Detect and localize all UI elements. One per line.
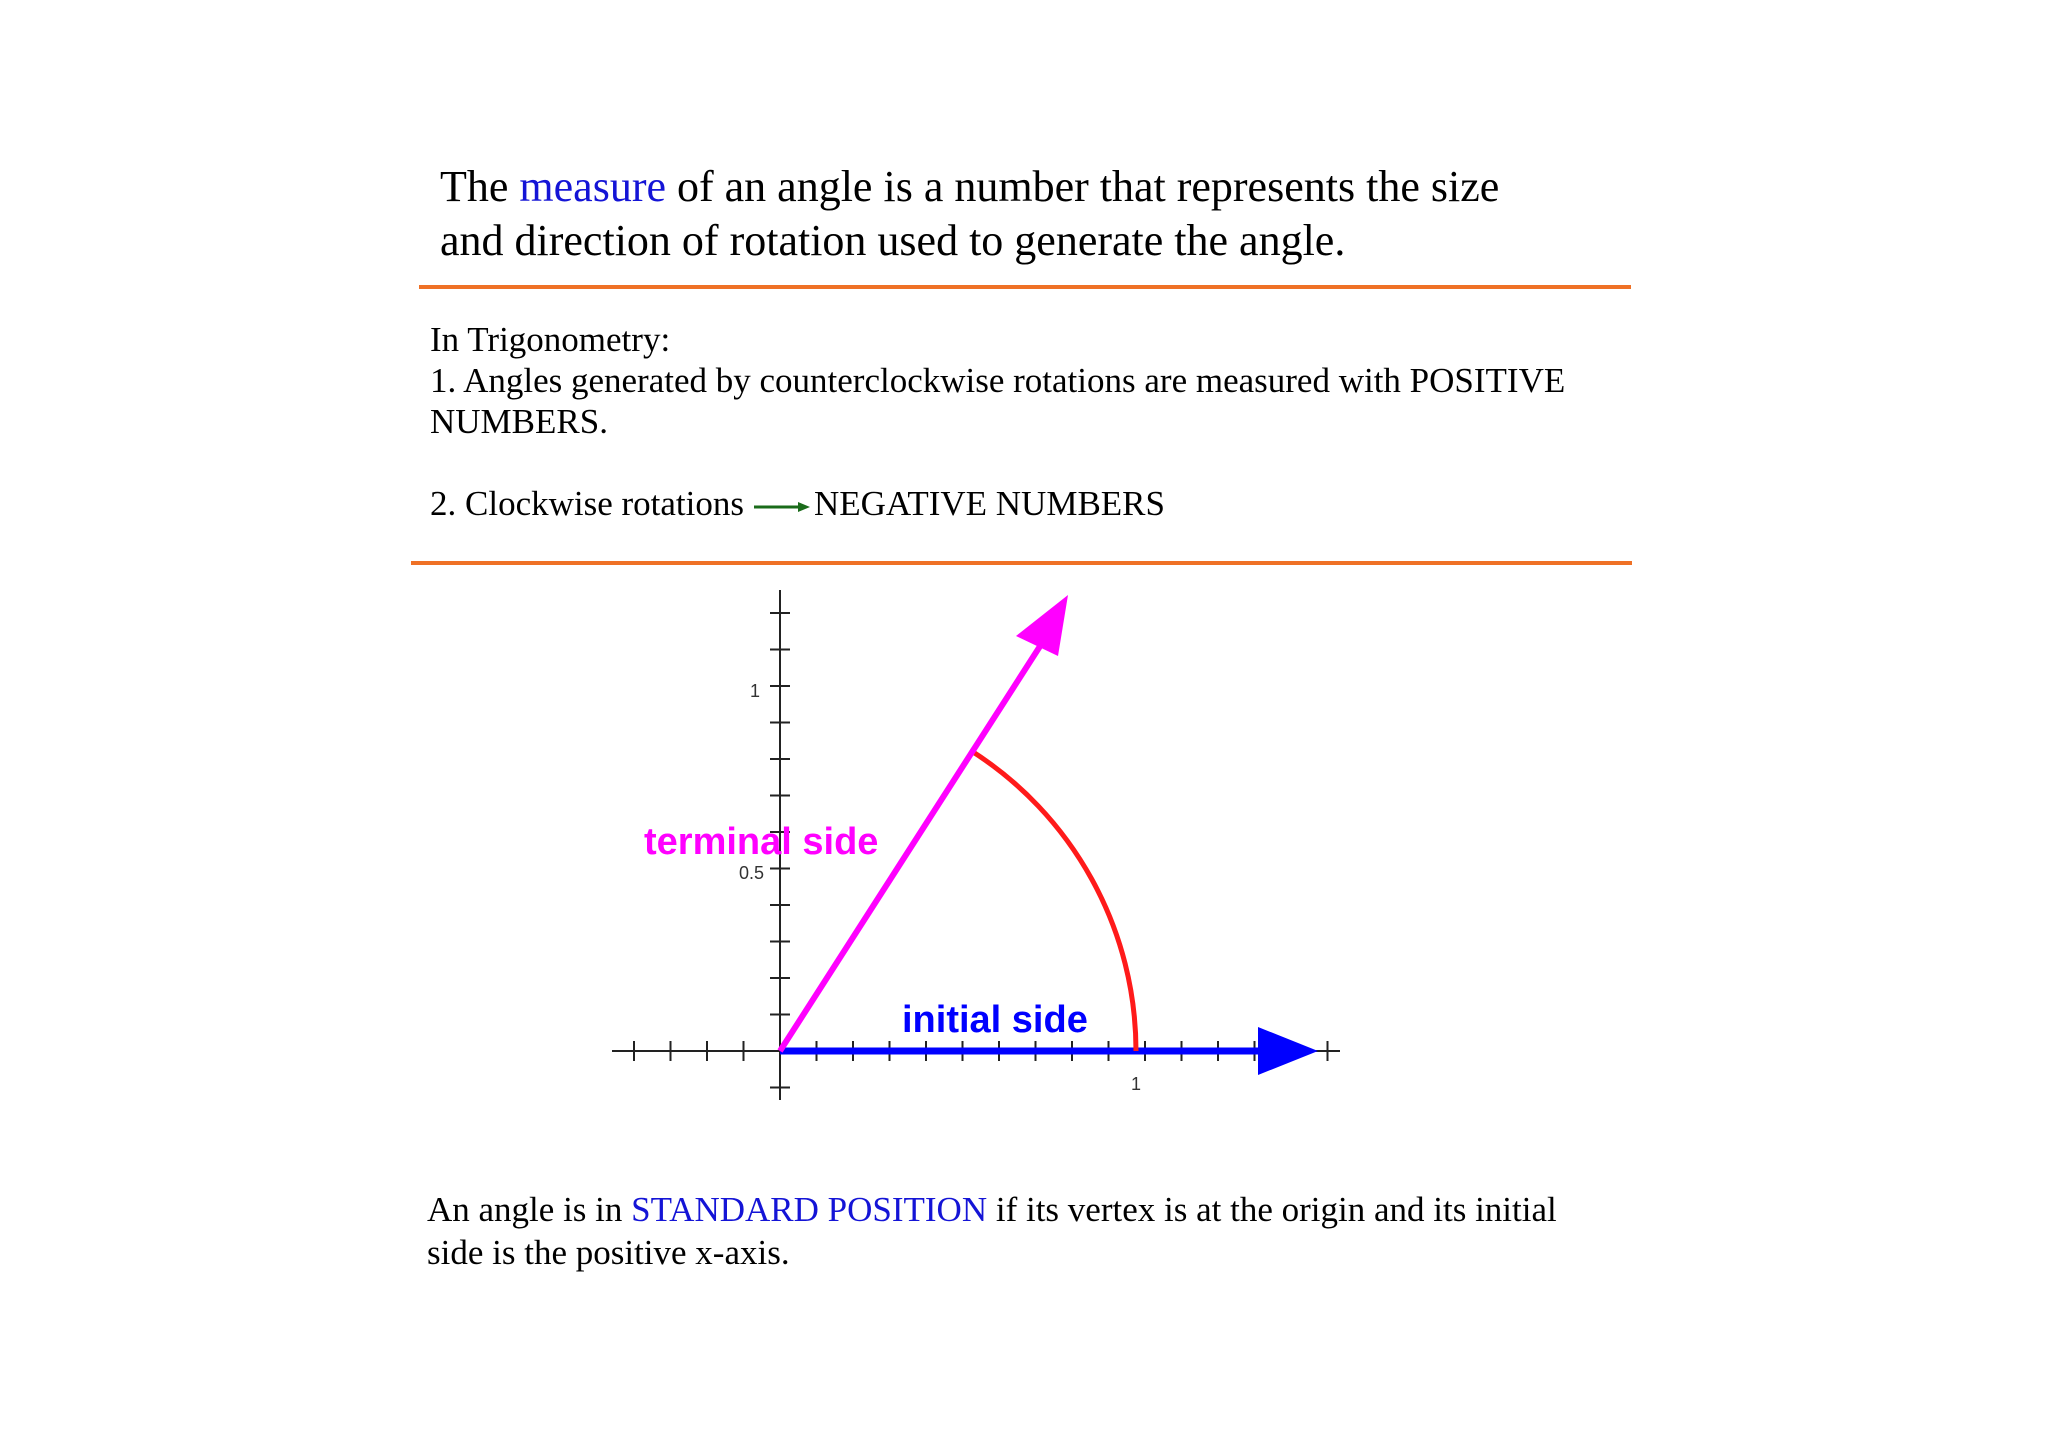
initial-side-label: initial side: [902, 999, 1088, 1041]
y-tick-label-1: 1: [749, 681, 760, 701]
rule-2-result: NEGATIVE NUMBERS: [814, 484, 1165, 523]
definition-prefix: The: [440, 162, 520, 211]
rule-1-line-1: 1. Angles generated by counterclockwise rotations are measured with POSITIVE: [430, 361, 1566, 400]
y-tick-label-0-5: 0.5: [738, 863, 764, 883]
trigonometry-heading: In Trigonometry:: [430, 320, 671, 359]
terminal-side-label: terminal side: [644, 821, 879, 863]
rule-1-line-2: NUMBERS.: [430, 402, 608, 441]
initial-side-arrowhead: [1258, 1027, 1318, 1075]
definition-line-2: and direction of rotation used to generate the angle.: [440, 216, 1346, 265]
standard-position-prefix: An angle is in: [427, 1190, 632, 1229]
standard-position-text: [427, 1188, 1657, 1274]
standard-position-line-1: [427, 1188, 1657, 1231]
standard-position-line-1-rest: if its vertex is at the origin and its initial: [987, 1190, 1557, 1229]
rule-2-label: 2. Clockwise rotations: [430, 484, 744, 523]
standard-position-line-2: side is the positive x-axis.: [427, 1233, 790, 1272]
terminal-side-arrowhead: [1016, 595, 1068, 656]
definition-line-1-rest: of an angle is a number that represents the size: [666, 162, 1500, 211]
x-tick-label-1: 1: [1130, 1074, 1142, 1094]
standard-position-term: STANDARD POSITION: [631, 1190, 988, 1229]
measure-term: measure: [519, 162, 666, 211]
